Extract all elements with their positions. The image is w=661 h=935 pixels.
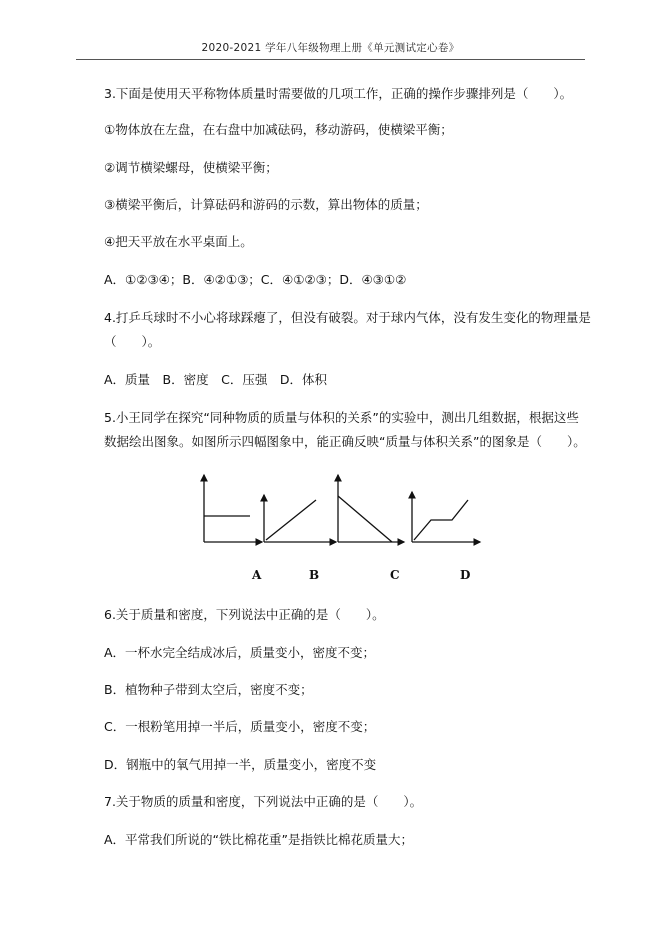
graph-label-b: B [309, 568, 320, 582]
q6-option-c: C．一根粉笔用掉一半后，质量变小，密度不变； [104, 719, 376, 734]
q6-option-d: D．钢瓶中的氧气用掉一半，质量变小，密度不变 [104, 757, 377, 772]
q4-stem-line1: 4.打乒乓球时不小心将球踩瘪了，但没有破裂。对于球内气体，没有发生变化的物理量是 [104, 310, 591, 325]
q3-step-4: ④把天平放在水平桌面上。 [104, 234, 253, 249]
q3-options: A．①②③④；B．④②①③；C．④①②③；D．④③①② [104, 272, 407, 287]
q5-graphs [194, 472, 484, 552]
graph-label-a: A [252, 568, 262, 582]
graph-c [338, 475, 404, 542]
graph-label-c: C [390, 568, 400, 582]
q7-option-a: A．平常我们所说的“铁比棉花重”是指铁比棉花质量大； [104, 832, 414, 847]
q5-stem-line2: 数据绘出图象。如图所示四幅图象中，能正确反映“质量与体积关系”的图象是（ ）。 [104, 434, 586, 449]
q4-options: A．质量 B．密度 C．压强 D．体积 [104, 372, 327, 387]
q5-stem-line1: 5.小王同学在探究“同种物质的质量与体积的关系”的实验中，测出几组数据，根据这些 [104, 410, 579, 425]
q3-step-1: ①物体放在左盘，在右盘中加减砝码，移动游码，使横梁平衡； [104, 122, 453, 137]
q7-stem: 7.关于物质的质量和密度，下列说法中正确的是（ ）。 [104, 794, 423, 809]
graph-label-d: D [460, 568, 471, 582]
q6-stem: 6.关于质量和密度，下列说法中正确的是（ ）。 [104, 607, 385, 622]
page-header: 2020-2021 学年八年级物理上册《单元测试定心卷》 [76, 40, 585, 60]
q4-stem-line2: （ ）。 [104, 334, 161, 349]
q6-option-b: B．植物种子带到太空后，密度不变； [104, 682, 313, 697]
q3-step-3: ③横梁平衡后，计算砝码和游码的示数，算出物体的质量； [104, 197, 428, 212]
graph-b [264, 495, 336, 542]
q3-stem: 3.下面是使用天平称物体质量时需要做的几项工作，正确的操作步骤排列是（ ）。 [104, 86, 573, 101]
q5-graph-labels [0, 568, 661, 584]
q3-step-2: ②调节横梁螺母，使横梁平衡； [104, 160, 278, 175]
q6-option-a: A．一杯水完全结成冰后，质量变小，密度不变； [104, 645, 376, 660]
graph-a [204, 475, 262, 542]
graph-d [412, 492, 480, 542]
